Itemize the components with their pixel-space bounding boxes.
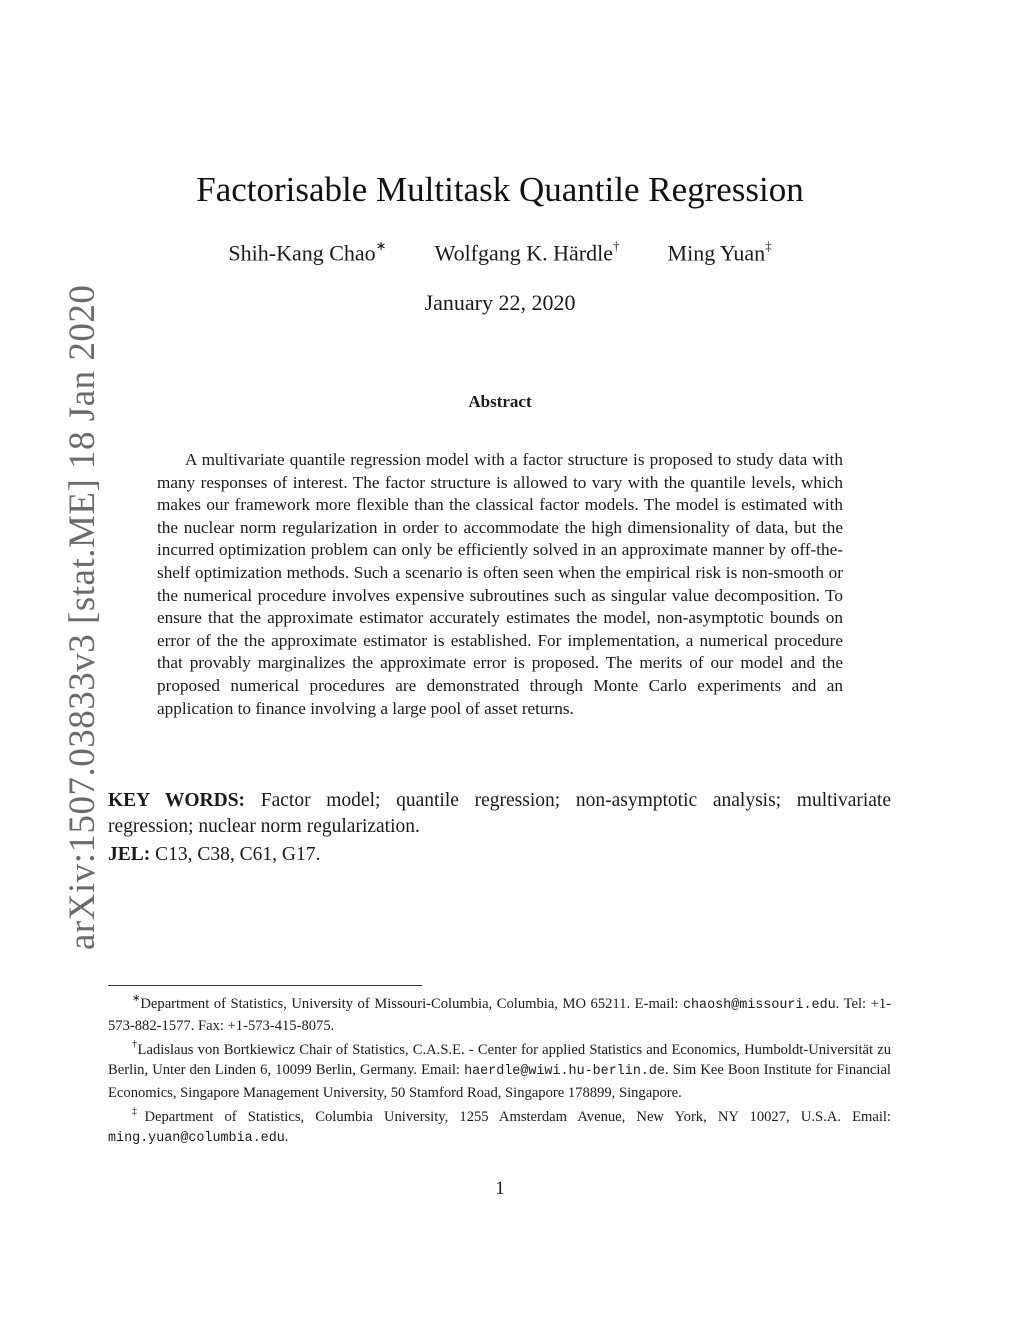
footnote-divider: [108, 985, 422, 986]
footnote-text: Department of Statistics, Columbia University, 1255 Amsterdam Avenue, New York, NY 10027, U.S.A. Email:: [144, 1108, 891, 1125]
keywords-label: KEY WORDS:: [108, 790, 246, 811]
footnote-mark: †: [132, 1039, 138, 1051]
keywords: [108, 788, 891, 840]
author: [435, 240, 620, 266]
footnote: [108, 1103, 891, 1149]
footnote-text: . Sim Kee Boon Institute for Financial Economics, Singapore Management University, 50 Stamford Road, Singapore 178899, Singapore.: [108, 1062, 891, 1101]
jel-label: JEL:: [108, 844, 151, 865]
arxiv-stamp: arXiv:1507.03833v3 [stat.ME] 18 Jan 2020: [62, 284, 103, 950]
abstract-text: A multivariate quantile regression model with a factor structure is proposed to study data with many responses of interest. The factor structure is allowed to vary with the quantile levels, which makes our framework more flexible than the classical factor models. The model is estimated with the nuclear norm regularization in order to accommodate the high dimensionality of data, but the incurred optimization problem can only be efficiently solved in an approximate manner by off-the-shelf optimization methods. Such a scenario is often seen when the empirical risk is non-smooth or the numerical procedure involves expensive subroutines such as singular value decomposition. To ensure that the approximate estimator accurately estimates the model, non-asymptotic bounds on error of the the approximate estimator is established. For implementation, a numerical procedure that provably marginalizes the approximate error is proposed. The merits of our model and the proposed numerical procedures are demonstrated through Monte Carlo experiments and an application to finance involving a large pool of asset returns.: [157, 450, 843, 718]
author-name: Ming Yuan: [667, 240, 766, 266]
page-number: 1: [495, 1178, 505, 1199]
keywords-text: Factor model; quantile regression; non-asymptotic analysis; multivariate regression; nuclear norm regularization.: [108, 790, 892, 837]
footnote-text: . Tel: +1-573-882-1577. Fax: +1-573-415-8075.: [108, 995, 891, 1035]
paper-date: January 22, 2020: [424, 290, 576, 315]
jel-text: C13, C38, C61, G17.: [155, 844, 321, 865]
author-footnote-mark[interactable]: †: [613, 238, 620, 253]
author-list: [0, 240, 1000, 266]
jel-codes: [108, 842, 891, 868]
author-name: Wolfgang K. Härdle: [434, 240, 614, 266]
footnote: [108, 1036, 891, 1102]
footnote-mark: ∗: [132, 993, 141, 1004]
email-link[interactable]: haerdle@wiwi.hu-berlin.de: [464, 1064, 665, 1080]
footnote-mark: ‡: [132, 1105, 145, 1117]
footnote-text: Department of Statistics, University of Missouri-Columbia, Columbia, MO 65211. E-mail:: [140, 995, 683, 1012]
footnote: [108, 990, 891, 1036]
author-footnote-mark[interactable]: ∗: [375, 238, 387, 253]
email-link[interactable]: chaosh@missouri.edu: [682, 997, 836, 1013]
footnote-text: .: [284, 1128, 289, 1145]
footnote-text: Ladislaus von Bortkiewicz Chair of Statistics, C.A.S.E. - Center for applied Statistics and Economics, Humboldt-Universität zu Berlin, Unter den Linden 6, 10099 Berlin, Germany. Email:: [108, 1042, 891, 1079]
author: [668, 240, 772, 266]
author: [228, 240, 386, 266]
author-footnote-mark[interactable]: ‡: [765, 238, 772, 253]
email-link[interactable]: ming.yuan@columbia.edu: [108, 1130, 285, 1146]
footnotes: [108, 990, 891, 1149]
author-name: Shih-Kang Chao: [228, 240, 376, 266]
paper-title: Factorisable Multitask Quantile Regression: [196, 170, 804, 209]
abstract-heading: Abstract: [468, 392, 532, 411]
